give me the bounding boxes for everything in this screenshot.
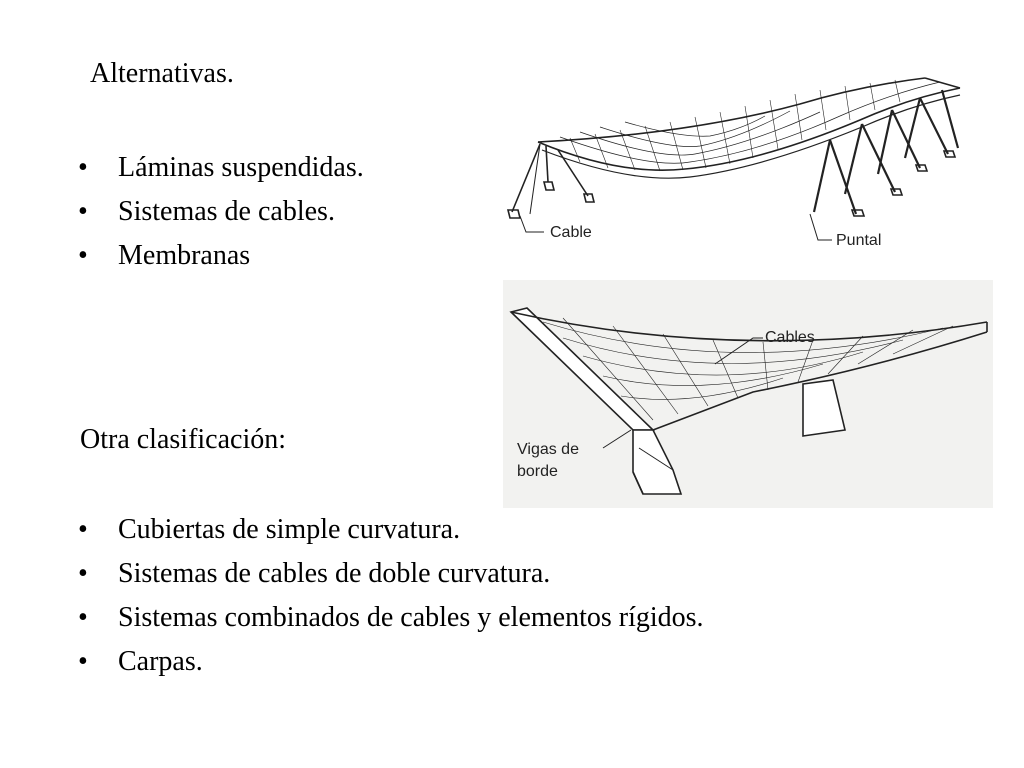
- list-item: [70, 552, 704, 596]
- suspended-roof-figure: [500, 64, 975, 282]
- list-item-label: Sistemas combinados de cables y elementos rígidos.: [118, 602, 704, 633]
- list-item-label: Carpas.: [118, 646, 203, 677]
- bullet-icon: •: [78, 196, 88, 227]
- bullet-icon: •: [78, 602, 88, 633]
- cable-net-figure: [503, 280, 993, 508]
- bullet-icon: •: [78, 558, 88, 589]
- list-item-label: Láminas suspendidas.: [118, 152, 364, 183]
- other-classification-list: [70, 508, 704, 684]
- list-item-label: Cubiertas de simple curvatura.: [118, 514, 461, 545]
- list-item: [70, 508, 704, 552]
- bullet-icon: •: [78, 646, 88, 677]
- bullet-icon: •: [78, 152, 88, 183]
- list-item: [70, 146, 364, 190]
- bullet-icon: •: [78, 240, 88, 271]
- bullet-icon: •: [78, 514, 88, 545]
- label-puntal: Puntal: [836, 232, 882, 249]
- list-item-label: Membranas: [118, 240, 251, 271]
- list-item: [70, 190, 364, 234]
- list-item: [70, 640, 704, 684]
- heading-otra-clasificacion: Otra clasificación:: [80, 424, 287, 455]
- list-item: [70, 596, 704, 640]
- list-item-label: Sistemas de cables.: [118, 196, 335, 227]
- list-item-label: Sistemas de cables de doble curvatura.: [118, 558, 551, 589]
- label-cables: Cables: [765, 329, 815, 346]
- alternatives-list: [70, 146, 364, 278]
- label-cable: Cable: [550, 224, 592, 241]
- cable-net-drawing: [503, 280, 993, 508]
- suspended-roof-drawing: [500, 64, 975, 282]
- list-item: [70, 234, 364, 278]
- heading-alternativas: Alternativas.: [90, 58, 234, 89]
- label-vigas-line2: borde: [517, 463, 558, 480]
- label-vigas-line1: Vigas de: [517, 441, 579, 458]
